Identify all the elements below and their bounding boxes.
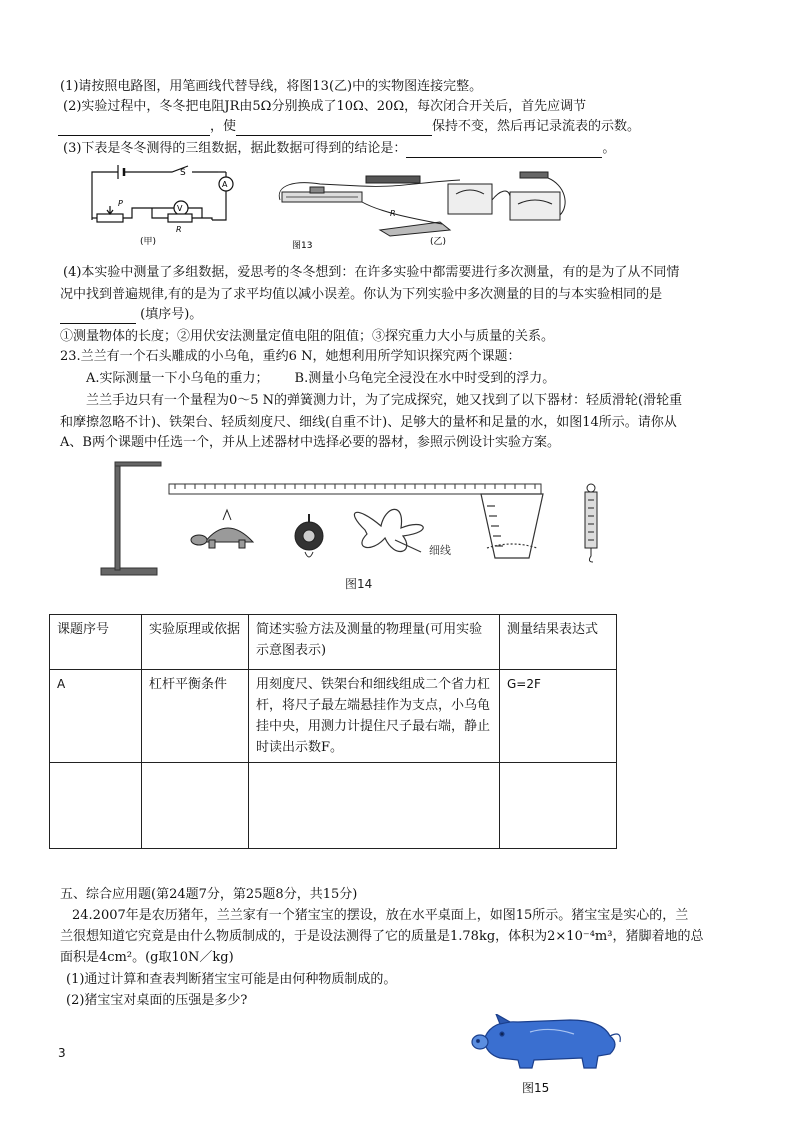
q22-part2-line2 <box>58 118 640 136</box>
cell-empty[interactable] <box>142 763 249 849</box>
label-r2: R <box>390 209 396 218</box>
beaker-illustration <box>481 494 543 558</box>
figure-14 <box>95 456 625 596</box>
cell-empty[interactable] <box>50 763 142 849</box>
iron-stand <box>101 462 161 575</box>
q22-part3 <box>63 140 615 158</box>
q22-part3-end: 。 <box>602 141 616 156</box>
label-p: P <box>118 199 123 208</box>
figure-13-caption: 图13 <box>292 241 313 251</box>
turtle-illustration <box>191 510 253 548</box>
figure-13 <box>80 160 580 252</box>
label-yi: (乙) <box>430 237 447 247</box>
header-topic-no: 课题序号 <box>50 615 142 670</box>
table-header-row <box>50 615 617 670</box>
label-r: R <box>176 225 182 234</box>
cell-empty[interactable] <box>500 763 617 849</box>
q24-line1: 24.2007年是农历猪年，兰兰家有一个猪宝宝的摆设，放在水平桌面上，如图15所示。猪宝宝是实心的，兰 <box>72 908 689 923</box>
answer-blank[interactable] <box>236 121 432 136</box>
apparatus-photo <box>279 172 565 236</box>
pulley-illustration <box>295 514 323 557</box>
cell-empty[interactable] <box>249 763 500 849</box>
label-jia: (甲) <box>140 237 157 247</box>
cell-topic: A <box>50 670 142 763</box>
q22-part2-line1: (2)实验过程中，冬冬把电阻JR由5Ω分别换成了10Ω、20Ω，每次闭合开关后，首先应调节 <box>63 99 587 114</box>
q23-para-line2: 和摩擦忽略不计)、铁架台、轻质刻度尺、细线(自重不计)、足够大的量杯和足量的水，如图14所示。请你从 <box>60 415 677 430</box>
header-principle: 实验原理或依据 <box>142 615 249 670</box>
q24-sub2: (2)猪宝宝对桌面的压强是多少? <box>66 993 248 1008</box>
q22-part4-line3 <box>60 306 202 324</box>
q24-line3: 面积是4cm²。(g取10N／kg) <box>60 950 234 965</box>
table-row-empty <box>50 763 617 849</box>
q22-part1: (1)请按照电路图，用笔画线代替导线，将图13(乙)中的实物图连接完整。 <box>60 79 483 94</box>
cell-method: 用刻度尺、铁架台和细线组成二个省力杠杆，将尺子最左端悬挂作为支点，小乌龟挂中央，用测力计提住尺子最右端，静止时读出示数F。 <box>249 670 500 763</box>
figure-15-caption: 图15 <box>522 1081 550 1095</box>
circuit-diagram <box>92 165 233 222</box>
cell-expression: G=2F <box>500 670 617 763</box>
answer-blank[interactable] <box>406 143 602 158</box>
figure-15-pig <box>470 1014 630 1070</box>
label-a: A <box>222 180 228 189</box>
q24-sub1: (1)通过计算和查表判断猪宝宝可能是由何种物质制成的。 <box>66 972 397 987</box>
figure-14-caption: 图14 <box>345 577 373 591</box>
spring-scale-illustration <box>585 484 597 562</box>
answer-blank[interactable] <box>60 309 136 324</box>
header-method: 简述实验方法及测量的物理量(可用实验示意图表示) <box>249 615 500 670</box>
experiment-table <box>49 614 617 849</box>
q22-options: ①测量物体的长度；②用伏安法测量定值电阻的阻值；③探究重力大小与质量的关系。 <box>60 329 555 344</box>
label-v: V <box>177 204 183 213</box>
q23-topic-a: A.实际测量一下小乌龟的重力； <box>86 371 269 386</box>
q22-part4-line1: (4)本实验中测量了多组数据，爱思考的冬冬想到：在许多实验中都需要进行多次测量，有的是为了从不同情 <box>63 265 680 280</box>
q22-part3-text: (3)下表是冬冬测得的三组数据，据此数据可得到的结论是： <box>63 141 407 156</box>
page-number: 3 <box>58 1046 66 1060</box>
section-5-title: 五、综合应用题(第24题7分，第25题8分，共15分) <box>60 887 358 902</box>
q22-part4-line2: 况中找到普遍规律,有的是为了求平均值以减小误差。你认为下列实验中多次测量的目的与本实验相同的是 <box>60 287 663 302</box>
q23-topics <box>86 370 555 388</box>
q23-topic-b: B.测量小乌龟完全浸没在水中时受到的浮力。 <box>294 371 556 386</box>
q22-part2-tail: 保持不变，然后再记录流表的示数。 <box>432 119 641 134</box>
q23-para-line3: A、B两个课题中任选一个，并从上述器材中选择必要的器材，参照示例设计实验方案。 <box>60 435 560 450</box>
table-row <box>50 670 617 763</box>
label-s: S <box>180 168 186 178</box>
q23-para-line1: 兰兰手边只有一个量程为0～5 N的弹簧测力计，为了完成探究，她又找到了以下器材：轻质滑轮(滑轮重 <box>86 393 683 408</box>
q24-line2: 兰很想知道它究竟是由什么物质制成的，于是设法测得了它的质量是1.78kg，体积为2×10⁻⁴m³，猪脚着地的总 <box>60 929 704 944</box>
q23-intro: 23.兰兰有一个石头雕成的小乌龟，重约6 N，她想利用所学知识探究两个课题： <box>60 349 521 364</box>
cell-principle: 杠杆平衡条件 <box>142 670 249 763</box>
ruler <box>169 484 541 494</box>
string-illustration <box>354 509 423 552</box>
answer-blank[interactable] <box>58 121 210 136</box>
q22-part4-fill: (填序号)。 <box>140 307 203 322</box>
thread-label: 细线 <box>429 544 451 557</box>
header-expression: 测量结果表达式 <box>500 615 617 670</box>
q22-part2-use: ，使 <box>210 119 237 134</box>
